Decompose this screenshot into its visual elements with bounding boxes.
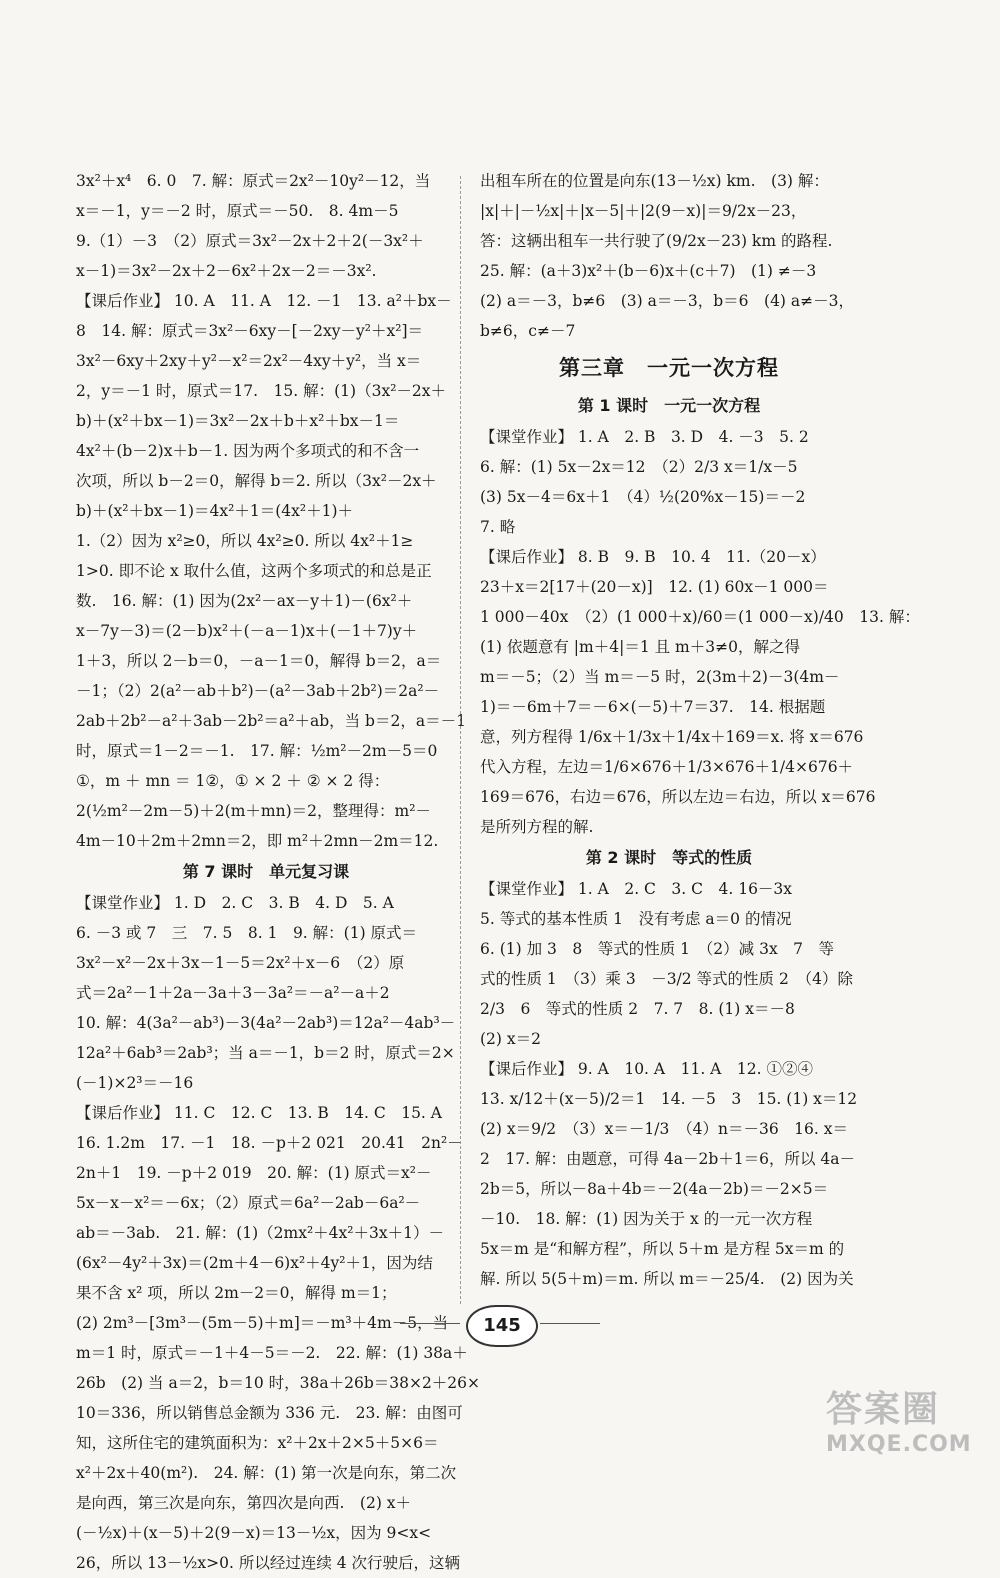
column-divider — [460, 176, 461, 1304]
answer-line: 9.（1）－3 （2）原式＝3x²－2x＋2＋2(－3x²＋ — [76, 232, 424, 250]
answer-line: (2) x＝9/2 （3）x＝－1/3 （4）n＝－36 16. x＝ — [480, 1120, 849, 1138]
answer-line: x－1)＝3x²－2x＋2－6x²＋2x－2＝－3x². — [76, 262, 377, 280]
answer-line: 26b (2) 当 a＝2，b＝10 时，38a＋26b＝38×2＋26× — [76, 1374, 481, 1392]
answer-line: (2) a＝－3，b≠6 (3) a＝－3，b＝6 (4) a≠－3， — [480, 292, 854, 310]
answer-line: 【课后作业】 11. C 12. C 13. B 14. C 15. A — [76, 1104, 442, 1122]
answer-line: 式的性质 1 （3）乘 3 －3/2 等式的性质 2 （4）除 — [480, 970, 853, 988]
answer-line: 7. 略 — [480, 518, 516, 536]
answer-line: ab＝－3ab. 21. 解：(1)（2mx²＋4x²＋3x＋1）－ — [76, 1224, 444, 1242]
answer-line: (2) x＝2 — [480, 1030, 541, 1048]
answer-line: 4m－10＋2m＋2mn＝2，即 m²＋2mn－2m＝12. — [76, 832, 439, 850]
answer-line: 【课后作业】 8. B 9. B 10. 4 11.（20－x） — [480, 548, 826, 566]
answer-line: 果不含 x² 项，所以 2m－2＝0，解得 m＝1； — [76, 1284, 397, 1302]
page-number-rule-right — [540, 1323, 600, 1324]
answer-line: 1)＝－6m＋7＝－6×(－5)＋7＝37. 14. 根据题 — [480, 698, 826, 716]
answer-line: b)＋(x²＋bx－1)＝4x²＋1＝(4x²＋1)＋ — [76, 502, 353, 520]
answer-line: b≠6，c≠－7 — [480, 322, 576, 340]
answer-line: 知，这所住宅的建筑面积为：x²＋2x＋2×5＋5×6＝ — [76, 1434, 439, 1452]
answer-line: 出租车所在的位置是向东(13－½x) km. (3) 解： — [480, 172, 829, 190]
page-number: 145 — [466, 1305, 538, 1347]
answer-line: 【课堂作业】 1. A 2. B 3. D 4. －3 5. 2 — [480, 428, 809, 446]
watermark-logo — [826, 1388, 996, 1468]
answer-line: 【课堂作业】 1. D 2. C 3. B 4. D 5. A — [76, 894, 394, 912]
chapter-title: 第三章 一元一次方程 — [559, 356, 779, 380]
watermark-text: 答案圈 — [826, 1389, 941, 1430]
answer-line: 3x²＋x⁴ 6. 0 7. 解：原式＝2x²－10y²－12，当 — [76, 172, 431, 190]
answer-line: 10. 解：4(3a²－ab³)－3(4a²－2ab³)＝12a²－4ab³－ — [76, 1014, 456, 1032]
answer-line: 3x²－x²－2x＋3x－1－5＝2x²＋x－6 （2）原 — [76, 954, 405, 972]
answer-line: (－1)×2³＝－16 — [76, 1074, 194, 1092]
answer-line: m＝－5；（2）当 m＝－5 时，2(3m＋2)－3(4m－ — [480, 668, 840, 686]
answer-line: ①，m ＋ mn ＝ 1②，① × 2 ＋ ② × 2 得： — [76, 772, 390, 790]
left-column — [76, 166, 481, 1578]
answer-line: 意，列方程得 1/6x＋1/3x＋1/4x＋169＝x. 将 x＝676 — [480, 728, 864, 746]
answer-line: (3) 5x－4＝6x＋1 （4）½(20%x－15)＝－2 — [480, 488, 806, 506]
answer-line: 16. 1.2m 17. －1 18. －p＋2 021 20.41 2n²－ — [76, 1134, 463, 1152]
watermark-url: MXQE.COM — [826, 1432, 972, 1457]
answer-line: 解. 所以 5(5＋m)＝m. 所以 m＝－25/4. (2) 因为关 — [480, 1270, 854, 1288]
answer-line: 次项，所以 b－2＝0，解得 b＝2. 所以（3x²－2x＋ — [76, 472, 437, 490]
answer-line: 2 17. 解：由题意，可得 4a－2b＋1＝6，所以 4a－ — [480, 1150, 856, 1168]
answer-line: |x|＋|－½x|＋|x－5|＋|2(9－x)|＝9/2x－23， — [480, 202, 807, 220]
answer-line: 代入方程，左边＝1/6×676＋1/3×676＋1/4×676＋ — [480, 758, 854, 776]
answer-line: 1＋3，所以 2－b＝0，－a－1＝0，解得 b＝2，a＝ — [76, 652, 442, 670]
answer-line: 6. (1) 加 3 8 等式的性质 1 （2）减 3x 7 等 — [480, 940, 835, 958]
answer-line: 5x－x－x²＝－6x；（2）原式＝6a²－2ab－6a²－ — [76, 1194, 421, 1212]
answer-line: 10＝336，所以销售总金额为 336 元. 23. 解：由图可 — [76, 1404, 463, 1422]
answer-line: 【课后作业】 10. A 11. A 12. －1 13. a²＋bx－ — [76, 292, 452, 310]
section-heading: 第 2 课时 等式的性质 — [585, 848, 753, 867]
page-number-rule-left — [400, 1323, 460, 1324]
section-heading: 第 1 课时 一元一次方程 — [577, 396, 761, 415]
answer-line: 1.（2）因为 x²≥0，所以 4x²≥0. 所以 4x²＋1≥ — [76, 532, 414, 550]
answer-line: 1 000－40x （2）(1 000＋x)/60＝(1 000－x)/40 13. 解： — [480, 608, 920, 626]
answer-line: (2) 2m³－[3m³－(5m－5)＋m]＝－m³＋4m－5，当 — [76, 1314, 449, 1332]
answer-line: 【课堂作业】 1. A 2. C 3. C 4. 16－3x — [480, 880, 793, 898]
answer-line: 23＋x＝2[17＋(20－x)] 12. (1) 60x－1 000＝ — [480, 578, 829, 596]
answer-line: －10. 18. 解：(1) 因为关于 x 的一元一次方程 — [480, 1210, 813, 1228]
answer-line: 6. －3 或 7 三 7. 5 8. 1 9. 解：(1) 原式＝ — [76, 924, 418, 942]
answer-line: 4x²＋(b－2)x＋b－1. 因为两个多项式的和不含一 — [76, 442, 420, 460]
section-heading: 第 7 课时 单元复习课 — [182, 862, 350, 881]
answer-line: 式＝2a²－1＋2a－3a＋3－3a²＝－a²－a＋2 — [76, 984, 390, 1002]
answer-line: x＝－1，y＝－2 时，原式＝－50. 8. 4m－5 — [76, 202, 399, 220]
right-column — [480, 166, 920, 1294]
answer-line: 169＝676，右边＝676，所以左边＝右边，所以 x＝676 — [480, 788, 876, 806]
answer-line: 6. 解：(1) 5x－2x＝12 （2）2/3 x＝1/x－5 — [480, 458, 798, 476]
answer-line: 2/3 6 等式的性质 2 7. 7 8. (1) x＝－8 — [480, 1000, 795, 1018]
answer-line: 2ab＋2b²－a²＋3ab－2b²＝a²＋ab，当 b＝2，a＝－1 — [76, 712, 466, 730]
answer-line: －1；（2）2(a²－ab＋b²)－(a²－3ab＋2b²)＝2a²－ — [76, 682, 440, 700]
answer-line: 【课后作业】 9. A 10. A 11. A 12. ①②④ — [480, 1060, 813, 1078]
answer-line: 12a²＋6ab³＝2ab³；当 a＝－1，b＝2 时，原式＝2× — [76, 1044, 455, 1062]
answer-line: (6x²－4y²＋3x)＝(2m＋4－6)x²＋4y²＋1，因为结 — [76, 1254, 433, 1272]
answer-line: 是向西，第三次是向东，第四次是向西. (2) x＋ — [76, 1494, 412, 1512]
answer-line: 2(½m²－2m－5)＋2(m＋mn)＝2，整理得：m²－ — [76, 802, 431, 820]
answer-line: 8 14. 解：原式＝3x²－6xy－[－2xy－y²＋x²]＝ — [76, 322, 423, 340]
answer-line: 答：这辆出租车一共行驶了(9/2x－23) km 的路程. — [480, 232, 833, 250]
answer-line: 5. 等式的基本性质 1 没有考虑 a＝0 的情况 — [480, 910, 792, 928]
answer-line: x²＋2x＋40(m²). 24. 解：(1) 第一次是向东，第二次 — [76, 1464, 457, 1482]
answer-line: b)＋(x²＋bx－1)＝3x²－2x＋b＋x²＋bx－1＝ — [76, 412, 400, 430]
answer-line: 26，所以 13－½x>0. 所以经过连续 4 次行驶后，这辆 — [76, 1554, 461, 1572]
answer-line: 时，原式＝1－2＝－1. 17. 解：½m²－2m－5＝0 — [76, 742, 438, 760]
answer-line: (1) 依题意有 |m＋4|＝1 且 m＋3≠0，解之得 — [480, 638, 800, 656]
answer-line: 5x＝m 是“和解方程”，所以 5＋m 是方程 5x＝m 的 — [480, 1240, 845, 1258]
answer-line: 2n＋1 19. －p＋2 019 20. 解：(1) 原式＝x²－ — [76, 1164, 432, 1182]
answer-line: 数. 16. 解：(1) 因为(2x²－ax－y＋1)－(6x²＋ — [76, 592, 413, 610]
answer-line: 是所列方程的解. — [480, 818, 594, 836]
answer-line: 3x²－6xy＋2xy＋y²－x²＝2x²－4xy＋y²，当 x＝ — [76, 352, 422, 370]
answer-line: (－½x)＋(x－5)＋2(9－x)＝13－½x，因为 9<x< — [76, 1524, 432, 1542]
answer-line: 25. 解：(a＋3)x²＋(b－6)x＋(c＋7) (1) ≠－3 — [480, 262, 817, 280]
answer-line: 13. x/12＋(x－5)/2＝1 14. －5 3 15. (1) x＝12 — [480, 1090, 858, 1108]
answer-line: 2，y＝－1 时，原式＝17. 15. 解：(1)（3x²－2x＋ — [76, 382, 447, 400]
answer-line: 2b＝5，所以－8a＋4b＝－2(4a－2b)＝－2×5＝ — [480, 1180, 829, 1198]
answer-line: 1>0. 即不论 x 取什么值，这两个多项式的和总是正 — [76, 562, 432, 580]
answer-line: x－7y－3)＝(2－b)x²＋(－a－1)x＋(－1＋7)y＋ — [76, 622, 418, 640]
answer-line: m＝1 时，原式＝－1＋4－5＝－2. 22. 解：(1) 38a＋ — [76, 1344, 468, 1362]
